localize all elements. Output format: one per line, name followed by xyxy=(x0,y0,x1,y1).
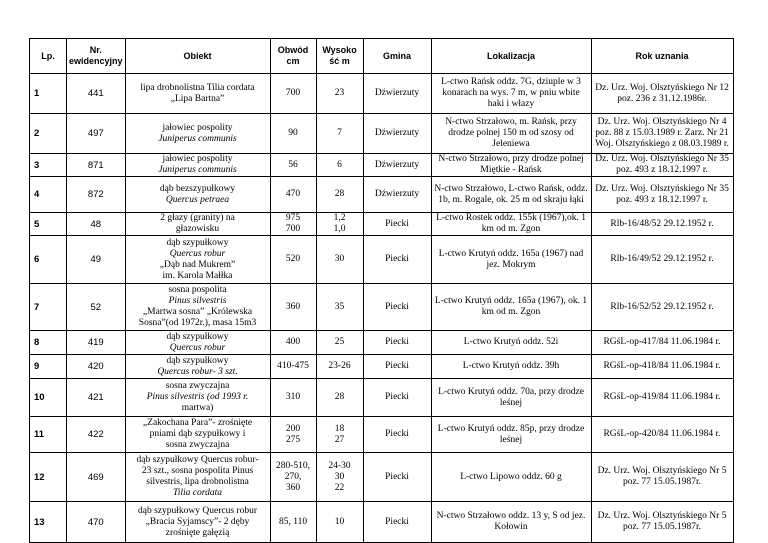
lokalizacja-text: N-ctwo Strzałowo, m. Rańsk, przy drodze polnej 150 m od szosy od Jeleniewa xyxy=(445,117,577,149)
cell-lp: 1 xyxy=(30,74,67,114)
obiekt-line: sosna pospolita xyxy=(168,285,227,295)
cell-obiekt xyxy=(125,331,270,355)
cell-wysokosc-line: 23 xyxy=(334,88,345,98)
cell-obiekt xyxy=(125,236,270,284)
cell-nr-ewidencyjny: 441 xyxy=(67,74,126,114)
cell-lp: 12 xyxy=(30,453,67,502)
cell-nr-ewidencyjny: 470 xyxy=(67,502,126,543)
cell-gmina: Piecki xyxy=(363,417,431,453)
rok-uznania-text: Dz. Urz. Woj. Olsztyńskiego Nr 35 poz. 493 z 18.12.1997 r. xyxy=(595,183,729,205)
obiekt-line: 23 szt., sosna pospolita Pinus xyxy=(141,466,254,476)
obiekt-line: głazowisku xyxy=(175,224,220,234)
cell-wysokosc-line: 24-30 xyxy=(328,460,351,471)
obiekt-line: jałowiec pospolity xyxy=(162,154,233,164)
cell-nr-ewidencyjny: 421 xyxy=(67,379,126,417)
rok-uznania-text: RGśL-op-417/84 11.06.1984 r. xyxy=(603,337,721,347)
cell-nr-ewidencyjny: 48 xyxy=(67,213,126,236)
cell-lokalizacja xyxy=(431,355,591,379)
rok-uznania-text: RGśL-op-420/84 11.06.1984 r. xyxy=(603,429,721,439)
cell-lp: 5 xyxy=(30,213,67,236)
obiekt-line: Tilia cordata xyxy=(173,488,223,498)
lokalizacja-text: L-ctwo Krutyń oddz. 52i xyxy=(463,337,559,347)
obiekt-line: dąb szypułkowy Quercus robur- xyxy=(136,455,259,465)
obiekt-line: lipa drobnolistna Tilia cordata xyxy=(140,82,255,93)
cell-obiekt xyxy=(125,213,270,236)
cell-gmina: Dźwierzuty xyxy=(363,114,431,154)
cell-wysokosc-line: 30 xyxy=(334,254,345,264)
obiekt-line: dąb szypułkowy xyxy=(166,331,229,342)
header-nr: Nr. ewidencyjny xyxy=(67,39,126,74)
cell-lp: 4 xyxy=(30,177,67,213)
table-row xyxy=(30,331,734,355)
cell-obiekt xyxy=(125,177,270,213)
obiekt-line: pniami dąb szypułkowy i xyxy=(149,429,246,439)
cell-wysokosc xyxy=(316,331,363,355)
rok-uznania-text: Rlb-16/52/52 29.12.1952 r. xyxy=(610,301,714,312)
monuments-table xyxy=(29,38,734,543)
cell-obwod-line: 520 xyxy=(285,254,301,264)
cell-lp: 3 xyxy=(30,154,67,177)
cell-lp: 6 xyxy=(30,236,67,284)
rok-uznania-text: RGśL-op-419/84 11.06.1984 r. xyxy=(603,392,721,402)
cell-obiekt xyxy=(125,453,270,502)
rok-uznania-text: Rlb-16/48/52 29.12.1952 r. xyxy=(610,218,714,229)
cell-gmina: Dźwierzuty xyxy=(363,177,431,213)
cell-wysokosc xyxy=(316,355,363,379)
obiekt-line: dąb szypułkowy xyxy=(166,355,229,366)
table-row xyxy=(30,114,734,154)
table-body xyxy=(30,74,734,543)
cell-lokalizacja xyxy=(431,213,591,236)
cell-wysokosc xyxy=(316,213,363,236)
obiekt-line: zrośnięte gałęzią xyxy=(165,527,230,538)
cell-rok-uznania xyxy=(591,154,733,177)
cell-wysokosc xyxy=(316,379,363,417)
obiekt-line: Quercus robur- 3 szt. xyxy=(157,366,238,377)
obiekt-line: martwa) xyxy=(181,403,214,413)
table-row xyxy=(30,453,734,502)
cell-lp: 9 xyxy=(30,355,67,379)
cell-nr-ewidencyjny: 469 xyxy=(67,453,126,502)
cell-obwod-line: 56 xyxy=(288,159,298,170)
obiekt-line: Pinus silvestris (od 1993 r. xyxy=(146,392,249,402)
cell-rok-uznania xyxy=(591,355,733,379)
cell-obiekt xyxy=(125,379,270,417)
cell-obwod xyxy=(270,177,316,213)
header-row xyxy=(30,39,734,74)
table-row xyxy=(30,213,734,236)
cell-obwod-line: 975 xyxy=(285,213,301,223)
cell-wysokosc-line: 35 xyxy=(334,301,345,312)
cell-obwod xyxy=(270,213,316,236)
cell-obiekt xyxy=(125,284,270,331)
cell-lp: 2 xyxy=(30,114,67,154)
cell-obwod xyxy=(270,355,316,379)
lokalizacja-text: L-ctwo Krutyń oddz. 165a (1967), ok. 1 km od m. Zgon xyxy=(434,296,588,317)
cell-rok-uznania xyxy=(591,74,733,114)
cell-obwod-line: 200 xyxy=(285,423,301,434)
cell-obiekt xyxy=(125,114,270,154)
cell-wysokosc xyxy=(316,154,363,177)
header-lp: Lp. xyxy=(30,39,67,74)
cell-wysokosc-line: 6 xyxy=(337,159,342,170)
rok-uznania-text: Dz. Urz. Woj. Olsztyńskiego Nr 12 poz. 236 z 31.12.1986r. xyxy=(595,82,729,104)
cell-lokalizacja xyxy=(431,284,591,331)
obiekt-line: sosna zwyczajna xyxy=(165,440,230,450)
obiekt-line: „Zakochana Para”- zrośnięte xyxy=(142,418,253,428)
cell-wysokosc-line: 28 xyxy=(334,392,345,402)
cell-nr-ewidencyjny: 420 xyxy=(67,355,126,379)
rok-uznania-text: Dz. Urz. Woj. Olsztyńskiego Nr 4 poz. 88 z 15.03.1989 r. Zarz. Nr 21 Woj. Olsztyńskiego z 08.03.1989 r. xyxy=(595,117,729,149)
obiekt-line: im. Karola Małłka xyxy=(162,270,233,281)
cell-gmina: Piecki xyxy=(363,213,431,236)
obiekt-line: dąb bezszypułkowy xyxy=(159,183,236,194)
header-lokalizacja: Lokalizacja xyxy=(431,39,591,74)
cell-wysokosc xyxy=(316,453,363,502)
cell-nr-ewidencyjny: 872 xyxy=(67,177,126,213)
cell-obwod-line: 280-510, xyxy=(275,460,311,471)
cell-obwod xyxy=(270,236,316,284)
cell-lp: 7 xyxy=(30,284,67,331)
rok-uznania-text: Dz. Urz. Woj. Olsztyńskiego Nr 5 poz. 77 15.05.1987r. xyxy=(597,466,727,487)
cell-obiekt xyxy=(125,502,270,543)
table-row xyxy=(30,379,734,417)
lokalizacja-text: N-ctwo Strzałowo, L-ctwo Rańsk, oddz. 1b, m. Rogale, ok. 25 m od skraju łąki xyxy=(434,183,588,205)
obiekt-line: Juniperus communis xyxy=(158,165,237,175)
obiekt-line: „Lipa Bartna” xyxy=(170,93,225,104)
cell-lokalizacja xyxy=(431,453,591,502)
obiekt-line: Quercus robur xyxy=(169,248,226,259)
cell-wysokosc-line: 25 xyxy=(334,337,345,347)
cell-gmina: Piecki xyxy=(363,379,431,417)
table-row xyxy=(30,154,734,177)
cell-wysokosc xyxy=(316,284,363,331)
table-row xyxy=(30,236,734,284)
obiekt-line: Quercus robur xyxy=(169,342,226,353)
cell-obwod-line: 360 xyxy=(285,482,301,493)
cell-obiekt xyxy=(125,355,270,379)
lokalizacja-text: L-ctwo Lipowo oddz. 60 g xyxy=(460,471,562,482)
cell-obwod-line: 700 xyxy=(285,224,301,234)
obiekt-line: sosna zwyczajna xyxy=(165,381,230,391)
cell-lokalizacja xyxy=(431,331,591,355)
obiekt-line: „Martwa sosna” „Królewska xyxy=(142,307,253,317)
cell-lokalizacja xyxy=(431,236,591,284)
cell-nr-ewidencyjny: 419 xyxy=(67,331,126,355)
cell-rok-uznania xyxy=(591,114,733,154)
cell-wysokosc xyxy=(316,236,363,284)
rok-uznania-text: RGśL-op-418/84 11.06.1984 r. xyxy=(603,361,721,371)
cell-wysokosc xyxy=(316,74,363,114)
cell-wysokosc-line: 28 xyxy=(334,189,345,199)
cell-nr-ewidencyjny: 422 xyxy=(67,417,126,453)
lokalizacja-text: L-ctwo Krutyń oddz. 85p, przy drodze leśnej xyxy=(437,423,585,445)
cell-obwod-line: 410-475 xyxy=(277,361,309,371)
lokalizacja-text: L-ctwo Krutyń oddz. 39h xyxy=(462,361,560,371)
cell-obwod xyxy=(270,453,316,502)
cell-gmina: Dźwierzuty xyxy=(363,154,431,177)
cell-gmina: Piecki xyxy=(363,284,431,331)
cell-obwod xyxy=(270,284,316,331)
cell-lokalizacja xyxy=(431,379,591,417)
header-obiekt: Obiekt xyxy=(125,39,270,74)
cell-wysokosc-line: 30 xyxy=(334,471,345,482)
cell-obwod xyxy=(270,331,316,355)
cell-lokalizacja xyxy=(431,177,591,213)
cell-obiekt xyxy=(125,417,270,453)
cell-obiekt xyxy=(125,154,270,177)
cell-obwod-line: 310 xyxy=(285,392,301,402)
cell-rok-uznania xyxy=(591,379,733,417)
cell-obwod-line: 270, xyxy=(284,471,302,482)
lokalizacja-text: L-ctwo Rańsk oddz. 7G, dziuple w 3 konarach na wys. 7 m, w pniu wbite haki i włazy xyxy=(441,77,581,109)
cell-rok-uznania xyxy=(591,502,733,543)
cell-wysokosc-line: 23-26 xyxy=(328,361,351,371)
table-row xyxy=(30,284,734,331)
cell-obiekt xyxy=(125,74,270,114)
cell-nr-ewidencyjny: 871 xyxy=(67,154,126,177)
cell-rok-uznania xyxy=(591,236,733,284)
cell-obwod-line: 470 xyxy=(285,189,301,199)
cell-obwod xyxy=(270,379,316,417)
obiekt-line: dąb szypułkowy Quercus robur xyxy=(138,505,258,516)
cell-obwod xyxy=(270,74,316,114)
cell-wysokosc-line: 27 xyxy=(334,434,345,445)
cell-wysokosc-line: 1,2 xyxy=(333,213,346,223)
cell-wysokosc-line: 18 xyxy=(334,423,345,434)
header-obwod: Obwód cm xyxy=(270,39,316,74)
lokalizacja-text: L-ctwo Krutyń oddz. 165a (1967) nad jez. Mokrym xyxy=(438,248,584,270)
cell-wysokosc xyxy=(316,177,363,213)
cell-obwod-line: 275 xyxy=(285,434,301,445)
table-row xyxy=(30,417,734,453)
obiekt-line: „Bracia Syjamscy”- 2 dęby xyxy=(145,516,250,527)
cell-gmina: Piecki xyxy=(363,331,431,355)
table-row xyxy=(30,177,734,213)
header-rok: Rok uznania xyxy=(591,39,733,74)
cell-gmina: Dźwierzuty xyxy=(363,74,431,114)
rok-uznania-text: Dz. Urz. Woj. Olsztyńskiego Nr 35 poz. 493 z 18.12.1997 r. xyxy=(595,154,729,175)
cell-nr-ewidencyjny: 49 xyxy=(67,236,126,284)
cell-wysokosc-line: 1,0 xyxy=(333,224,346,234)
cell-gmina: Piecki xyxy=(363,502,431,543)
table-row xyxy=(30,502,734,543)
table-row xyxy=(30,74,734,114)
cell-rok-uznania xyxy=(591,417,733,453)
cell-obwod-line: 90 xyxy=(288,128,298,138)
cell-gmina: Piecki xyxy=(363,355,431,379)
cell-obwod-line: 360 xyxy=(285,301,301,312)
cell-rok-uznania xyxy=(591,284,733,331)
cell-lp: 13 xyxy=(30,502,67,543)
obiekt-line: Pinus silvestris xyxy=(168,296,227,306)
lokalizacja-text: N-ctwo Strzałowo oddz. 13 y, S od jez. Kołowin xyxy=(436,511,586,532)
cell-obwod xyxy=(270,114,316,154)
obiekt-line: Quercus petraea xyxy=(165,194,230,205)
lokalizacja-text: L-ctwo Krutyń oddz. 70a, przy drodze leśnej xyxy=(438,386,584,408)
obiekt-line: dąb szypułkowy xyxy=(166,237,229,248)
obiekt-line: 2 głazy (granity) na xyxy=(160,213,235,223)
cell-obwod-line: 400 xyxy=(285,337,301,347)
header-gmina: Gmina xyxy=(363,39,431,74)
obiekt-line: silvestris, lipa drobnolistna xyxy=(146,477,249,487)
cell-lokalizacja xyxy=(431,502,591,543)
rok-uznania-text: Rlb-16/49/52 29.12.1952 r. xyxy=(610,254,714,264)
cell-lokalizacja xyxy=(431,417,591,453)
cell-lp: 10 xyxy=(30,379,67,417)
cell-gmina: Piecki xyxy=(363,236,431,284)
obiekt-line: „Dąb nad Mukrem” xyxy=(159,259,236,270)
cell-wysokosc xyxy=(316,417,363,453)
cell-wysokosc xyxy=(316,114,363,154)
table-row xyxy=(30,355,734,379)
obiekt-line: Sosna”(od 1972r.), masa 15m3 xyxy=(138,318,257,328)
cell-lokalizacja xyxy=(431,74,591,114)
cell-lokalizacja xyxy=(431,114,591,154)
cell-rok-uznania xyxy=(591,177,733,213)
cell-obwod xyxy=(270,502,316,543)
cell-obwod xyxy=(270,417,316,453)
cell-lokalizacja xyxy=(431,154,591,177)
rok-uznania-text: Dz. Urz. Woj. Olsztyńskiego Nr 5 poz. 77 15.05.1987r. xyxy=(597,511,727,532)
cell-rok-uznania xyxy=(591,453,733,502)
cell-obwod-line: 85, 110 xyxy=(278,516,308,527)
cell-wysokosc-line: 10 xyxy=(334,516,345,527)
cell-wysokosc-line: 22 xyxy=(334,482,345,493)
cell-lp: 11 xyxy=(30,417,67,453)
cell-gmina: Piecki xyxy=(363,453,431,502)
cell-obwod-line: 700 xyxy=(285,88,301,98)
lokalizacja-text: N-ctwo Strzałowo, przy drodze polnej Miętkie - Rańsk xyxy=(438,154,584,175)
cell-wysokosc-line: 7 xyxy=(337,128,342,138)
cell-obwod xyxy=(270,154,316,177)
cell-nr-ewidencyjny: 497 xyxy=(67,114,126,154)
obiekt-line: jałowiec pospolity xyxy=(162,122,233,133)
cell-nr-ewidencyjny: 52 xyxy=(67,284,126,331)
obiekt-line: Juniperus communis xyxy=(158,133,237,144)
cell-lp: 8 xyxy=(30,331,67,355)
cell-rok-uznania xyxy=(591,331,733,355)
header-wysokosc: Wysoko ść m xyxy=(316,39,363,74)
cell-rok-uznania xyxy=(591,213,733,236)
lokalizacja-text: L-ctwo Rostek oddz. 155k (1967),ok. 1 km od m. Zgon xyxy=(436,213,586,234)
cell-wysokosc xyxy=(316,502,363,543)
